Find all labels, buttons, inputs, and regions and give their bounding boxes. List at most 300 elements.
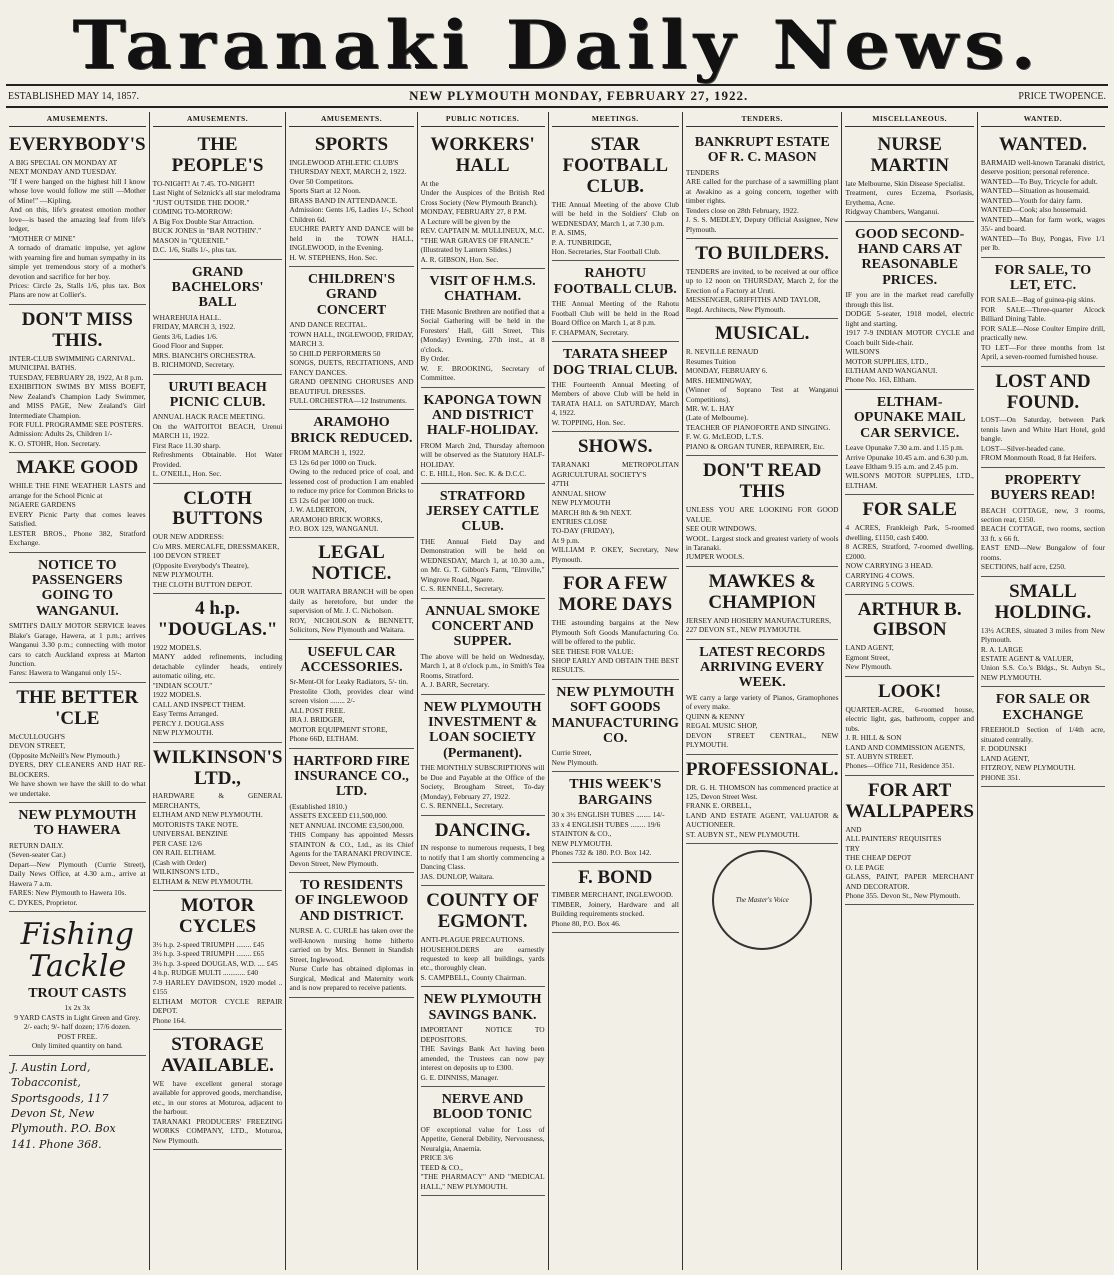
ad-line: MRS. HEMINGWAY, (685, 375, 752, 385)
advertisement (153, 1030, 283, 1150)
ad-title: GOOD SECOND-HAND CARS AT REASONABLE PRICES. (855, 226, 965, 288)
ad-line: Tenders close on 28th February, 1922. (685, 205, 799, 215)
ad-body (552, 200, 679, 257)
ad-line: CARRYING 4 COWS. (845, 570, 915, 580)
ad-body (289, 448, 413, 533)
ad-line: MOTORISTS TAKE NOTE. (152, 819, 239, 829)
trout-casts-heading: TROUT CASTS (28, 986, 127, 1002)
column-heading: AMUSEMENTS. (289, 112, 413, 127)
ad-line: ARE called for the purchase of a sawmilling plant at Awakino as a going concern, together with timber rights. (685, 177, 839, 206)
ad-line: Prices: Circle 2s, Stalls 1/6, plus tax. Box Plans are now at Collier's. (9, 280, 146, 300)
ad-line: PER CASE 12/6 (152, 838, 202, 848)
advertisement (552, 432, 679, 569)
ad-line: QUARTER-ACRE, 6-roomed house, electric light, gas, bathroom, copper and tubs. (845, 704, 974, 733)
ad-line: C. S. RENNELL, Secretary. (420, 584, 504, 594)
ad-line: Hon. Secretaries, Star Football Club. (551, 247, 661, 257)
ad-body (981, 626, 1105, 683)
ad-line: 1922 MODELS. (152, 690, 202, 700)
ad-line: C. E. HILL, Hon. Sec. K. & D.C.C. (420, 469, 527, 479)
ad-line: F. CHAPMAN, Secretary. (551, 327, 629, 337)
ad-line: New Plymouth. (551, 757, 599, 767)
ad-line: JERSEY AND HOSIERY MANUFACTURERS, (685, 615, 831, 625)
ad-line: J. S. S. MEDLEY, Deputy Official Assignee, New Plymouth. (685, 215, 839, 234)
ad-line: FROM March 2nd, Thursday afternoon will be observed as the Statutory HALF-HOLIDAY. (420, 440, 545, 469)
ad-line: LAND AGENT, (845, 643, 894, 653)
ad-line: NEXT MONDAY AND TUESDAY. (9, 167, 117, 177)
ad-title: FOR SALE OR EXCHANGE (995, 692, 1090, 723)
advertisement (686, 130, 839, 239)
ad-line: UNIVERSAL BENZINE (152, 829, 228, 839)
ad-line: ST. AUBYN ST., NEW PLYMOUTH. (685, 829, 800, 839)
ad-line: WE have excellent general storage available for approved goods, merchandise, etc., in our stores at Moturoa, adjacent to the harbour. (152, 1078, 283, 1117)
ad-line: TO-DAY (FRIDAY), (551, 526, 615, 536)
ad-line: FULL ORCHESTRA—12 Instruments. (289, 395, 407, 405)
advertisement (552, 130, 679, 261)
ad-body (421, 537, 545, 594)
ad-title: URUTI BEACH PICNIC CLUB. (168, 379, 267, 410)
ad-line: Nurse Curle has obtained diplomas in Surgical, Medical and Maternity work and is now prepared to receive patients. (289, 964, 414, 993)
ad-title: ELTHAM-OPUNAKE MAIL CAR SERVICE. (853, 394, 966, 441)
ad-line: Resumes Tuition (685, 356, 736, 366)
advertisement (845, 130, 973, 222)
ad-title: STRATFORD JERSEY CATTLE CLUB. (425, 488, 540, 535)
ad-line: CARRYING 5 COWS. (845, 580, 915, 590)
ad-title: STORAGE AVAILABLE. (161, 1034, 274, 1076)
ad-line: Phones 732 & 180. P.O. Box 142. (551, 848, 652, 858)
ad-body (845, 179, 973, 217)
ad-line: Leave Eltham 9.15 a.m. and 2.45 p.m. (845, 462, 959, 472)
ad-title: DANCING. (434, 819, 531, 841)
ad-line: WANTED—Cook; also housemaid. (980, 205, 1088, 215)
advertisement (845, 222, 973, 390)
ad-line: ANTI-PLAGUE PRECAUTIONS. (420, 935, 525, 945)
masthead (6, 4, 1108, 84)
ad-line: MESSENGER, GRIFFITHS AND TAYLOR, (685, 295, 821, 305)
ad-line: L. O'NEILL, Hon. Sec. (152, 469, 222, 479)
ad-line: Phone 66D, ELTHAM. (289, 734, 359, 744)
ad-line: THIS Company has appointed Messrs STAINTON & CO., Ltd., as its Chief Agents for the TARANAKI PROVINCE. (289, 830, 414, 859)
ad-body (845, 825, 973, 901)
ad-body (9, 621, 146, 678)
column-heading: AMUSEMENTS. (153, 112, 283, 127)
ad-line: SONGS, DUETS, RECITATIONS, AND FANCY DANCES. (289, 358, 414, 377)
ad-line: HOUSEHOLDERS are earnestly requested to keep all buildings, yards etc., thoroughly clean. (420, 944, 545, 973)
ad-line: CALL AND INSPECT THEM. (152, 699, 246, 709)
ad-body (421, 1125, 545, 1191)
ad-line: On the WAITOITOI BEACH, Urenui MARCH 11, 1922. (152, 421, 283, 441)
ad-line: "JUST OUTSIDE THE DOOR." (152, 197, 250, 207)
ad-title: TO BUILDERS. (695, 243, 830, 265)
advertisement (686, 755, 839, 845)
ad-body (552, 618, 679, 675)
ad-body (9, 481, 146, 547)
ad-line: WANTED—Situation as housemaid. (980, 186, 1090, 196)
ad-title: FOR SALE (862, 499, 957, 521)
advertisement (9, 683, 146, 803)
ad-line: ROY, NICHOLSON & BENNETT, Solicitors, New Plymouth and Waitara. (289, 615, 414, 635)
ad-line: Sr-Ment-Ol for Leaky Radiators, 5/- tin. (289, 677, 409, 687)
ad-line: R. A. LARGE (980, 644, 1023, 654)
advertisement (981, 367, 1105, 468)
ad-line: COMING TO-MORROW: (152, 207, 233, 217)
advertisement (421, 130, 545, 269)
ad-body (686, 693, 839, 750)
ad-line: MONDAY, FEBRUARY 6. (685, 366, 768, 376)
ad-line: ESTATE AGENT & VALUER, (980, 654, 1074, 664)
ad-title: MAKE GOOD (16, 457, 139, 479)
ad-line: LAND AGENT, (980, 753, 1030, 763)
ad-line: TENDERS are invited, to be received at our office up to 12 noon on THURSDAY, March 2, for the Erection of a Factory at Uruti. (685, 266, 839, 295)
ad-line: R. NEVILLE RENAUD (685, 347, 759, 357)
ad-line: IMPORTANT NOTICE TO DEPOSITORS. (420, 1025, 545, 1044)
ad-line: 4 h.p. RUDGE MULTI ............ £40 (152, 968, 259, 978)
ad-title: NEW PLYMOUTH SOFT GOODS MANUFACTURING CO. (551, 684, 679, 747)
ad-title: ARTHUR B. GIBSON (857, 598, 962, 641)
advertisement (552, 261, 679, 342)
ad-line: WANTED—To Buy, Pongas, Five 1/1 per lb. (980, 233, 1105, 253)
newspaper-title: Taranaki Daily News. (72, 4, 1042, 84)
ad-line: NEW PLYMOUTH (551, 498, 611, 508)
advertisement (289, 130, 413, 267)
column-4 (418, 112, 549, 1270)
advertisement (552, 863, 679, 934)
ad-title: NOTICE TO PASSENGERS GOING TO WANGANUI. (31, 557, 123, 619)
ad-line: AND (845, 824, 862, 834)
ad-line: FROM Monmouth Road, 8 fat Heifers. (980, 453, 1097, 463)
ad-line: SEE OUR WINDOWS. (685, 524, 757, 534)
advertisement (289, 749, 413, 873)
ad-body (153, 412, 283, 478)
ad-line: GLASS, PAINT, PAPER MERCHANT AND DECORATOR. (845, 872, 974, 891)
ad-title: MAWKES & CHAMPION (708, 570, 817, 613)
ad-body (421, 652, 545, 690)
column-8 (978, 112, 1108, 1270)
advertisement (153, 891, 283, 1030)
ad-title: LEGAL NOTICE. (311, 542, 392, 585)
ad-body (552, 748, 679, 767)
ad-body (686, 616, 839, 635)
ad-body (552, 380, 679, 427)
advertisement (289, 267, 413, 410)
ad-line: BUCK JONES in "BAR NOTHIN'." (152, 226, 262, 236)
advertisement (421, 816, 545, 887)
ad-body (9, 1013, 146, 1051)
column-heading: MISCELLANEOUS. (845, 112, 973, 127)
ad-line: C. S. RENNELL, Secretary. (420, 801, 504, 811)
advertisement (981, 468, 1105, 577)
ad-line: ON RAIL ELTHAM. (152, 848, 216, 858)
ad-title: NEW PLYMOUTH INVESTMENT & LOAN SOCIETY (Permanent). (423, 699, 542, 761)
ad-line: WANTED—To Buy, Tricycle for adult. (980, 176, 1098, 186)
ad-line: (Opposite McNeill's New Plymouth.) (9, 750, 120, 760)
ad-line: WHAREHUIA HALL. (152, 312, 222, 322)
ad-title: THE PEOPLE'S (171, 134, 264, 176)
ad-line: £3 12s 6d per 1000 on Truck. (289, 457, 377, 467)
ad-line: (Seven-seater Car.) (9, 850, 66, 860)
ad-line: SEE THESE FOR VALUE: (551, 646, 634, 656)
ad-line: 100 DEVON STREET (152, 551, 221, 561)
column-6 (683, 112, 843, 1270)
logo-caption: The Master's Voice (735, 896, 789, 905)
columns-container (6, 112, 1108, 1270)
ad-body (845, 705, 973, 771)
advertisement (845, 677, 973, 776)
column-heading: TENDERS. (686, 112, 839, 127)
advertisement (289, 410, 413, 538)
ad-line: WANTED—Man for farm work, wages 35/- and board. (980, 214, 1105, 234)
ad-line: We have shown we have the skill to do what we undertake. (9, 779, 146, 798)
ad-body (981, 725, 1105, 782)
ad-line: LOST—Silver-headed cane. (980, 443, 1065, 453)
ad-line: O. LE PAGE (845, 862, 884, 872)
ad-body (421, 843, 545, 881)
ad-line: C. DYKES, Proprietor. (9, 897, 78, 907)
ad-line: MRS. BIANCHI'S ORCHESTRA. (152, 350, 256, 360)
ad-line: Phone 355. Devon St., New Plymouth. (845, 891, 961, 901)
ad-line: Under the Auspices of the British Red Cross Society (New Plymouth Branch). (420, 188, 545, 207)
ad-line: ELTHAM & NEW PLYMOUTH. (152, 876, 253, 886)
ad-body (289, 677, 413, 743)
ad-line: (Established 1810.) (289, 801, 347, 811)
ad-line: 33 x 4 ENGLISH TUBES ........ 19/6 (551, 819, 661, 829)
ad-line: H. W. STEPHENS, Hon. Sec. (289, 252, 378, 262)
ad-line: W. F. BROOKING, Secretary of Committee. (420, 363, 545, 383)
ad-title: HARTFORD FIRE INSURANCE CO., LTD. (293, 753, 410, 800)
advertisement (845, 390, 973, 496)
ad-title: DON'T READ THIS (702, 460, 822, 503)
ad-body (421, 307, 545, 383)
ad-line: FROM MARCH 1, 1922. (289, 448, 366, 458)
ad-title: PROPERTY BUYERS READ! (990, 472, 1096, 504)
ad-line: "THE PHARMACY" AND "MEDICAL HALL," NEW PLYMOUTH. (420, 1172, 545, 1191)
advertisement (153, 484, 283, 595)
ad-line: A. J. BARR, Secretary. (420, 680, 490, 690)
ad-line: "If I were hanged on the highest hill I know whose love would follow me still —Mother of Mine!" —Kipling. (9, 176, 146, 205)
ad-line: EAST END—New Bungalow of four rooms. (980, 543, 1105, 562)
ad-line: PIANO & ORGAN TUNER, REPAIRER, Etc. (685, 441, 825, 451)
ad-title: THE BETTER 'CLE (16, 686, 139, 729)
ad-line: TRY (845, 843, 860, 853)
ad-line: P. A. SIMS, (551, 228, 587, 238)
ad-line: LAND AND ESTATE AGENT, VALUATOR & AUCTIONEER. (685, 810, 839, 830)
ad-line: WILSON'S MOTOR SUPPLIES, LTD., ELTHAM. (845, 471, 974, 490)
advertisement (845, 776, 973, 906)
advertisement (153, 743, 283, 891)
ad-line: EUCHRE PARTY AND DANCE will be held in the TOWN HALL, INGLEWOOD, in the Evening. (289, 224, 414, 253)
ad-line: A BIG SPECIAL ON MONDAY AT (9, 157, 118, 167)
ad-line: F. W. G. McLEOD, L.T.S. (685, 432, 764, 442)
ad-title: BANKRUPT ESTATE OF R. C. MASON (694, 135, 830, 166)
ad-body (421, 1025, 545, 1082)
advertisement (289, 640, 413, 749)
ad-title: THIS WEEK'S BARGAINS (569, 777, 662, 808)
ad-line: (Cash with Order) (152, 857, 207, 867)
ad-line: ENTRIES CLOSE (551, 516, 608, 526)
ad-line: A tornado of dramatic impulse, yet aglow with yearning fire and human sympathy in its simple yet tremendous story of a mother's devotion and sacrifice for her boy. (9, 243, 146, 281)
ad-line: QUINN & KENNY (685, 711, 746, 721)
ad-line: Depart—New Plymouth (Currie Street), Daily News Office, at 4.30 a.m., arrive at Hawera 7 a.m. (9, 859, 146, 888)
ad-line: DODGE 5-seater, 1918 model, electric light and starting. (845, 309, 974, 328)
ad-line: Phone No. 163, Eltham. (845, 375, 917, 385)
ad-line: WE carry a large variety of Pianos, Gramophones of every make. (685, 692, 839, 712)
ad-line: 1922 MODELS. (152, 642, 202, 652)
ad-line: MOTOR SUPPLIES, LTD., (845, 356, 929, 366)
ad-body (981, 506, 1105, 572)
ad-line: TIMBER, Joinery, Hardware and all Building requirements stocked. (551, 899, 679, 919)
ad-line: TO LET—For three months from 1st April, a seven-roomed furnished house. (980, 342, 1105, 362)
ad-line: TENDERS (685, 167, 720, 177)
fishing-tackle-title: Fishing Tackle (20, 917, 134, 984)
advertisement (686, 567, 839, 640)
advertisement (421, 269, 545, 388)
ad-line: At the (420, 178, 439, 188)
ad-line: NEW PLYMOUTH. (551, 838, 613, 848)
ad-line: WILKINSON'S LTD., (152, 867, 220, 877)
ad-line: ELTHAM AND WANGANUI. (845, 365, 938, 375)
ad-line: 47TH (551, 479, 569, 489)
ad-body (981, 158, 1105, 253)
ad-line: PRICE 3/6 (420, 1153, 453, 1163)
ad-body (153, 643, 283, 738)
ad-line: NEW PLYMOUTH. (152, 570, 214, 580)
ad-line: PHONE 351. (980, 772, 1021, 782)
ad-line: SMITH'S DAILY MOTOR SERVICE leaves Blake's Garage, Hawera, at 1 p.m.; arrives Wanganui 3.30 p.m.; connecting with motor cars to catch Auckland express at Marton Junction. (9, 621, 146, 668)
ad-line: A Lecture will be given by the (420, 216, 511, 226)
advertisement (981, 258, 1105, 367)
ad-line: B. RICHMOND, Secretary. (152, 360, 235, 370)
ad-line: By Order. (420, 354, 450, 364)
ad-line: WHILE THE FINE WEATHER LASTS and arrange for the School Picnic at (9, 481, 146, 500)
ad-body (153, 1079, 283, 1145)
ad-title: NEW PLYMOUTH SAVINGS BANK. (423, 992, 542, 1023)
advertisement (981, 130, 1105, 258)
ad-line: 13½ ACRES, situated 3 miles from New Plymouth. (980, 625, 1105, 645)
ad-body (552, 810, 679, 857)
ad-line: REGAL MUSIC SHOP, (685, 721, 758, 731)
ad-line: 3½ h.p. 3-speed DOUGLAS, W.D. .... £45 (152, 958, 278, 968)
column-heading: AMUSEMENTS. (9, 112, 146, 127)
ad-body (153, 791, 283, 886)
ad-line: ASSETS EXCEED £11,500,000. (289, 811, 388, 821)
ad-line: "INDIAN SCOUT." (152, 680, 213, 690)
ad-body (421, 441, 545, 479)
ad-line: Owing to the reduced price of coal, and lessened cost of production I am enabled to reduce my price for Common Bricks to £3 12s 6d per 1000 on truck. (289, 467, 414, 505)
ad-line: OUR NEW ADDRESS: (152, 532, 224, 542)
ad-line: BRASS BAND IN ATTENDANCE. (289, 195, 398, 205)
ad-body (845, 290, 973, 385)
advertisement (421, 484, 545, 599)
ad-title: WANTED. (998, 134, 1088, 155)
ad-line: 9 YARD CASTS in Light Green and Grey. (14, 1012, 141, 1022)
ad-line: OF exceptional value for Loss of Appetite, General Debility, Nervousness, Neuralgia, Anaemia. (420, 1124, 545, 1153)
ad-line: THE Masonic Brethren are notified that a Social Gathering will be held in the Foresters' Hall, Gill Street, This (Monday) Evening, 27th inst., at 8 o'clock. (420, 306, 545, 354)
price-text: PRICE TWOPENCE. (1018, 90, 1106, 102)
ad-line: THE Annual Meeting of the Rahotu Football Club will be held in the Road Board Office on March 1, at 8 p.m. (551, 299, 679, 328)
ad-line: 2/- each; 9/- half dozen; 17/6 dozen. (23, 1022, 131, 1032)
ad-line: MOTOR EQUIPMENT STORE, (289, 724, 388, 734)
ad-title: SHOWS. (578, 436, 653, 458)
ad-line: FREEHOLD Section of 1/4th acre, situated centrally. (980, 725, 1105, 744)
ad-line: Phones—Office 711, Residence 351. (845, 761, 955, 771)
ad-line: NEW PLYMOUTH. (152, 728, 214, 738)
ad-body (421, 179, 545, 264)
ad-line: G. E. DINNISS, Manager. (420, 1072, 499, 1082)
ad-line: "THE WAR GRAVES OF FRANCE." (420, 235, 534, 245)
ad-line: K. O. STOHR, Hon. Secretary. (9, 438, 101, 448)
advertisement (686, 239, 839, 319)
ad-line: FOR FULL PROGRAMME SEE POSTERS. (9, 419, 144, 429)
column-1 (6, 112, 150, 1270)
ad-line: 1917 7-9 INDIAN MOTOR CYCLE and Coach built Side-chair. (845, 328, 974, 347)
his-masters-voice-logo (712, 850, 812, 950)
column-3 (286, 112, 417, 1270)
ad-line: Devon Street, New Plymouth. (289, 858, 379, 868)
ad-body (552, 460, 679, 564)
ad-line: WILLIAM P. OKEY, Secretary, New Plymouth. (551, 545, 679, 564)
ad-body (981, 295, 1105, 361)
ad-title: NURSE MARTIN (870, 134, 949, 176)
ad-line: 30 x 3½ ENGLISH TUBES ........ 14/- (551, 810, 665, 820)
ad-line: FRANK E. ORBELL, (685, 801, 752, 811)
ad-line: MARCH 8th & 9th NEXT. (551, 507, 632, 517)
cast-sizes: 1x 2x 3x (64, 1003, 91, 1013)
ad-line: OUR WAITARA BRANCH will be open daily as heretofore, but under the supervision of Mr. J. C. Nicholson. (289, 587, 414, 616)
ad-line: Admission: Adults 2s, Children 1/- (9, 429, 113, 439)
ad-line: FOR SALE—Three-quarter Alcock Billiard Dining Table. (980, 304, 1105, 324)
ad-line: BARMAID well-known Taranaki district, deserve position; personal reference. (980, 157, 1105, 177)
ad-body (9, 158, 146, 300)
ad-line: LOST—On Saturday, between Park tennis lawn and White Hart Hotel, gold bangle. (980, 415, 1105, 444)
ad-body (289, 926, 413, 992)
ad-line: Arrive Opunake 10.45 a.m. and 6.30 p.m. (845, 452, 969, 462)
ad-body (552, 299, 679, 337)
ad-line: EVERY Picnic Party that comes leaves Satisfied. (9, 509, 146, 529)
advertisement (153, 260, 283, 375)
ad-line: LAND AND COMMISSION AGENTS, (845, 742, 965, 752)
handwritten-signature: J. Austin Lord, Tobacconist, Sportsgoods, 117 Devon St, New Plymouth. P.O. Box 141. Phone 368. (11, 1060, 116, 1151)
ad-line: UNLESS YOU ARE LOOKING FOR GOOD VALUE. (685, 505, 839, 524)
ad-body (289, 587, 413, 634)
ad-body (421, 935, 545, 982)
advertisement (686, 319, 839, 456)
ad-title: SMALL HOLDING. (994, 580, 1092, 623)
advertisement (153, 375, 283, 484)
ad-line: FRIDAY, MARCH 3, 1922. (152, 322, 236, 332)
ad-line: EXHIBITION SWIMS BY MISS BOEFT, New Zealand's Champion Lady Swimmer, and MISS PAGE, New Zealand's Girl Intermediate Champion. (9, 382, 146, 420)
ad-line: New Plymouth. (845, 662, 892, 672)
ad-title: LOST AND FOUND. (995, 370, 1091, 413)
ad-line: C/o MRS. MERCALFE, DRESSMAKER, (152, 541, 280, 551)
ad-title: F. BOND (578, 866, 653, 888)
ad-line: AND DANCE RECITAL. (289, 320, 368, 330)
ad-line: 8 ACRES, Stratford, 7-roomed dwelling, £2000. (845, 542, 974, 561)
ad-line: TO-NIGHT! At 7.45. TO-NIGHT! (152, 178, 256, 188)
ad-line: DYERS, DRY CLEANERS AND HAT RE-BLOCKERS. (9, 760, 146, 779)
ad-line: ELTHAM AND NEW PLYMOUTH. (152, 810, 263, 820)
ad-line: Leave Opunake 7.30 a.m. and 1.15 p.m. (845, 443, 964, 453)
ad-body (686, 267, 839, 314)
ad-title: KAPONGA TOWN AND DISTRICT HALF-HOLIDAY. (423, 392, 542, 439)
ad-line: ALL PAINTERS' REQUISITES (845, 834, 942, 844)
ad-title: TARATA SHEEP DOG TRIAL CLUB. (552, 347, 678, 378)
ad-line: BEACH COTTAGE, new, 3 rooms, section rear, £150. (980, 505, 1105, 525)
advertisement (421, 987, 545, 1087)
ad-line: 7-9 HARLEY DAVIDSON, 1920 model .. £155 (152, 977, 283, 997)
column-heading: WANTED. (981, 112, 1105, 127)
ad-line: TARANAKI METROPOLITAN AGRICULTURAL SOCIETY'S (551, 460, 679, 479)
ad-body (421, 763, 545, 810)
ad-title: ARAMOHO BRICK REDUCED. (290, 415, 413, 446)
